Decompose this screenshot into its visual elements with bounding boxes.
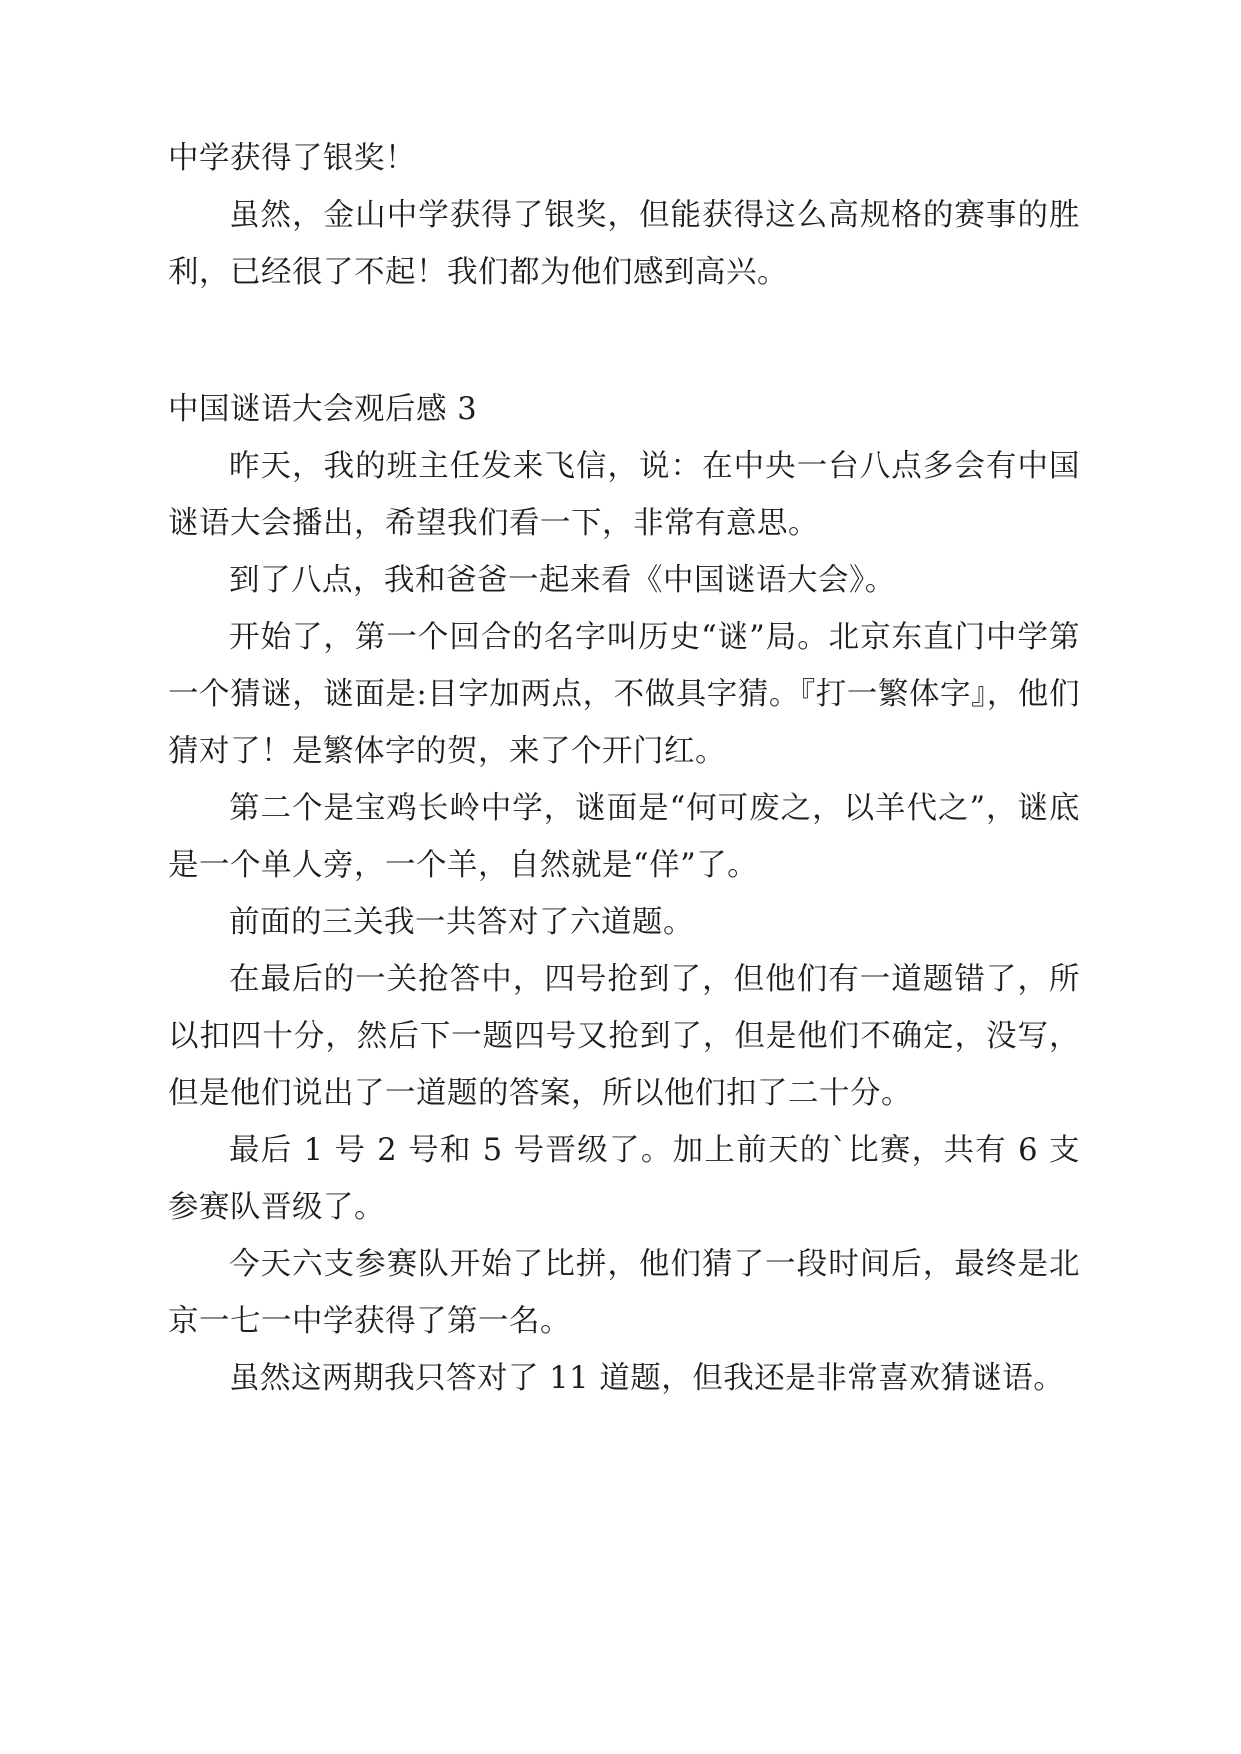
paragraph-silver-award: 虽然，金山中学获得了银奖，但能获得这么高规格的赛事的胜利，已经很了不起！我们都为他们感到高兴。	[168, 198, 1080, 290]
section-spacer	[168, 301, 1080, 381]
paragraph-first-round: 开始了，第一个回合的名字叫历史“谜”局。北京东直门中学第一个猜谜，谜面是:目字加两点，不做具字猜。『打一繁体字』，他们猜对了！是繁体字的贺，来了个开门红。	[168, 620, 1080, 769]
paragraph-final-round: 在最后的一关抢答中，四号抢到了，但他们有一道题错了，所以扣四十分，然后下一题四号又抢到了，但是他们不确定，没写，但是他们说出了一道题的答案，所以他们扣了二十分。	[168, 962, 1080, 1111]
paragraph-three-rounds: 前面的三关我一共答对了六道题。	[229, 905, 694, 940]
paragraph-promotion: 最后 1 号 2 号和 5 号晋级了。加上前天的`比赛，共有 6 支参赛队晋级了。	[168, 1133, 1080, 1225]
paragraph-today-contest: 今天六支参赛队开始了比拼，他们猜了一段时间后，最终是北京一七一中学获得了第一名。	[168, 1247, 1080, 1339]
paragraph-continuation: 中学获得了银奖！	[168, 141, 416, 176]
paragraph-eight-oclock: 到了八点，我和爸爸一起来看《中国谜语大会》。	[229, 563, 896, 598]
section-heading: 中国谜语大会观后感 3	[168, 392, 478, 427]
paragraph-conclusion: 虽然这两期我只答对了 11 道题，但我还是非常喜欢猜谜语。	[229, 1361, 1065, 1396]
paragraph-teacher-message: 昨天，我的班主任发来飞信，说：在中央一台八点多会有中国谜语大会播出，希望我们看一下，非常有意思。	[168, 449, 1080, 541]
document-body	[168, 130, 1080, 1407]
paragraph-second-school: 第二个是宝鸡长岭中学，谜面是“何可废之，以羊代之”，谜底是一个单人旁，一个羊，自然就是“佯”了。	[168, 791, 1080, 883]
